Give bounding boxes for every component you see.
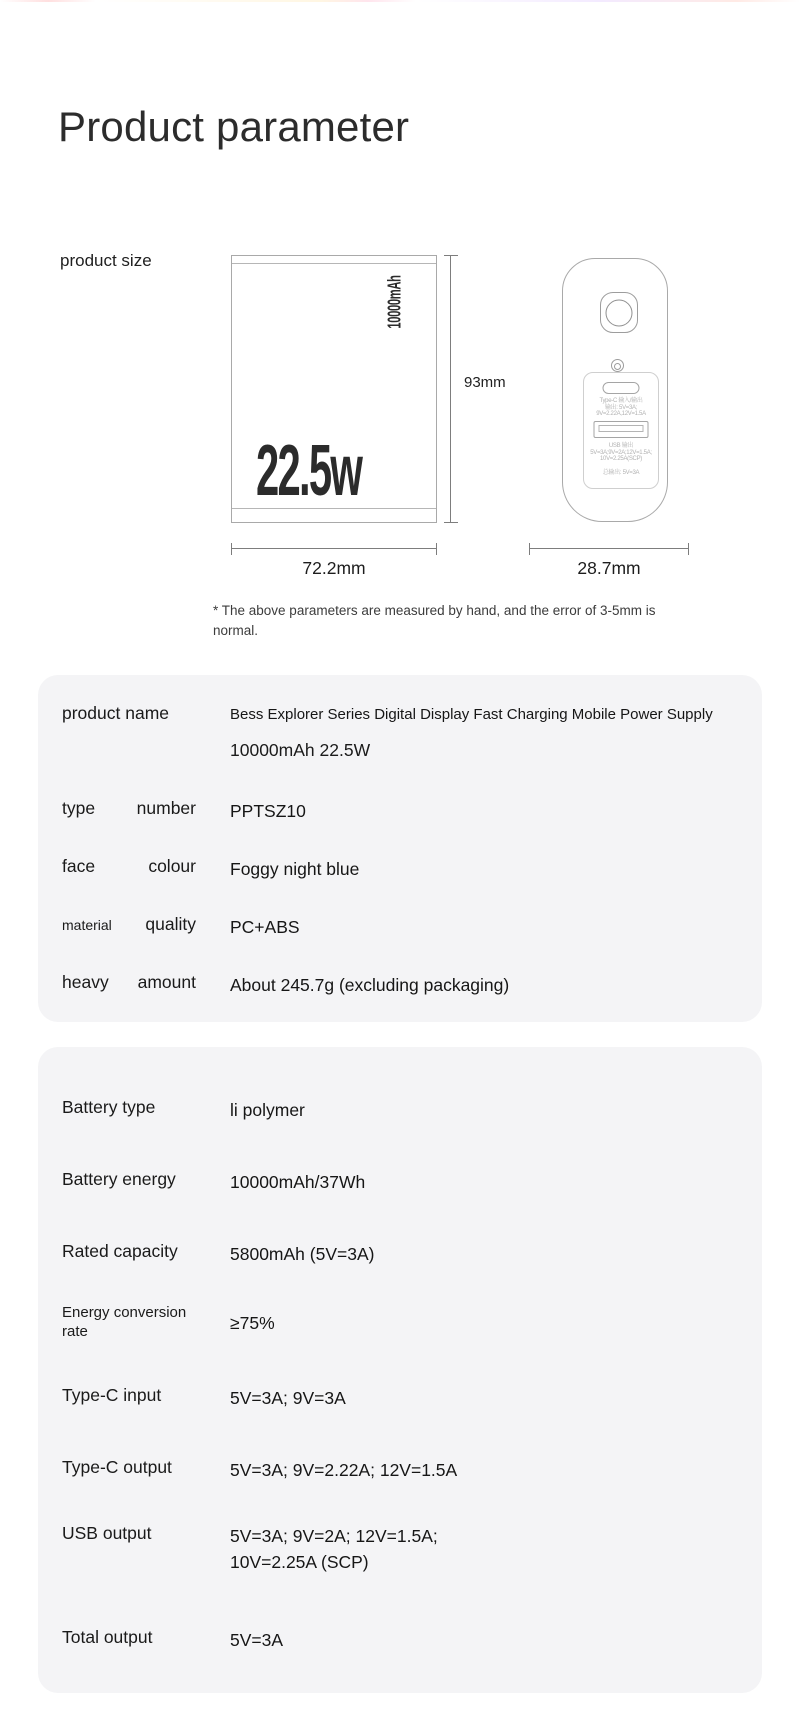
usb-caption-line: 10V=2.25A(SCP) bbox=[600, 456, 642, 462]
typec-caption-line: 9V=2.22A,12V=1.5A bbox=[596, 411, 646, 417]
usb-output-value-line2: 10V=2.25A (SCP) bbox=[230, 1552, 369, 1572]
typec-output-row bbox=[62, 1457, 738, 1483]
product-name-value-line1: Bess Explorer Series Digital Display Fast Charging Mobile Power Supply bbox=[230, 706, 713, 723]
rated-capacity-value: 5800mAh (5V=3A) bbox=[230, 1244, 375, 1264]
type-number-row bbox=[62, 798, 738, 824]
product-name-label: product name bbox=[62, 703, 170, 723]
total-output-label: Total output bbox=[62, 1627, 153, 1647]
port-panel bbox=[583, 372, 659, 489]
conversion-rate-value: ≥75% bbox=[230, 1313, 275, 1333]
typec-caption-line: Type-C 输入/输出 bbox=[599, 398, 643, 404]
height-dimension-label: 93mm bbox=[464, 374, 506, 391]
weight-row bbox=[62, 972, 738, 998]
type-number-label: type number bbox=[62, 798, 196, 818]
brand-logo-icon bbox=[611, 359, 624, 372]
battery-type-value: li polymer bbox=[230, 1100, 305, 1120]
product-size-label: product size bbox=[60, 251, 152, 270]
spec-card bbox=[38, 1047, 762, 1693]
front-power-label: 22.5w bbox=[256, 431, 362, 511]
conversion-rate-row bbox=[62, 1303, 738, 1341]
depth-dimension-label: 28.7mm bbox=[577, 558, 641, 578]
torch-button-circle bbox=[606, 299, 633, 326]
conversion-rate-label: Energy conversion rate bbox=[62, 1304, 187, 1340]
depth-dimension-line bbox=[529, 548, 689, 578]
material-quality-value: PC+ABS bbox=[230, 917, 300, 937]
front-capacity-label: 10000mAh bbox=[384, 275, 405, 329]
rated-capacity-row bbox=[62, 1241, 738, 1267]
rated-capacity-label: Rated capacity bbox=[62, 1241, 178, 1261]
total-output-row bbox=[62, 1627, 738, 1653]
height-dimension-line bbox=[450, 255, 506, 523]
face-colour-row bbox=[62, 856, 738, 882]
product-name-row bbox=[62, 703, 738, 760]
product-name-value-line2: 10000mAh 22.5W bbox=[230, 740, 371, 760]
page-title: Product parameter bbox=[58, 103, 410, 150]
usb-output-row bbox=[62, 1523, 738, 1575]
typec-input-value: 5V=3A; 9V=3A bbox=[230, 1388, 346, 1408]
face-colour-label: face colour bbox=[62, 856, 196, 876]
product-info-card bbox=[38, 675, 762, 1022]
total-output-value: 5V=3A bbox=[230, 1630, 284, 1650]
width-dimension-line bbox=[231, 548, 437, 578]
weight-label: heavy amount bbox=[62, 972, 196, 992]
front-view-diagram bbox=[231, 255, 437, 523]
battery-type-row bbox=[62, 1097, 738, 1123]
usb-port-icon bbox=[594, 421, 649, 438]
battery-energy-label: Battery energy bbox=[62, 1169, 176, 1189]
typec-caption-line: 输出: 5V=3A; bbox=[604, 404, 638, 411]
typec-output-value: 5V=3A; 9V=2.22A; 12V=1.5A bbox=[230, 1460, 458, 1480]
typec-port-icon bbox=[603, 382, 640, 394]
side-view-diagram bbox=[562, 258, 668, 522]
front-top-seam bbox=[232, 263, 436, 264]
material-quality-row bbox=[62, 914, 738, 940]
usb-port-captions bbox=[584, 443, 658, 463]
usb-caption-line: USB 输出 bbox=[608, 443, 634, 449]
typec-port-captions bbox=[584, 398, 658, 418]
battery-energy-value: 10000mAh/37Wh bbox=[230, 1172, 366, 1192]
weight-value: About 245.7g (excluding packaging) bbox=[230, 975, 510, 995]
battery-energy-row bbox=[62, 1169, 738, 1195]
battery-type-label: Battery type bbox=[62, 1097, 156, 1117]
usb-caption-line: 5V=3A;9V=2A;12V=1.5A; bbox=[590, 449, 652, 456]
torch-button-outline bbox=[600, 292, 638, 333]
top-crop-artifact bbox=[0, 0, 800, 2]
material-quality-label: material quality bbox=[62, 914, 196, 934]
typec-input-row bbox=[62, 1385, 738, 1411]
type-number-value: PPTSZ10 bbox=[230, 801, 306, 821]
measurement-note: * The above parameters are measured by hand, and the error of 3-5mm is normal. bbox=[213, 603, 656, 639]
face-colour-value: Foggy night blue bbox=[230, 859, 360, 879]
typec-output-label: Type-C output bbox=[62, 1457, 172, 1477]
usb-output-value-line1: 5V=3A; 9V=2A; 12V=1.5A; bbox=[230, 1526, 438, 1546]
total-output-caption: 总输出: 5V=3A bbox=[602, 470, 640, 476]
usb-output-label: USB output bbox=[62, 1523, 152, 1543]
typec-input-label: Type-C input bbox=[62, 1385, 162, 1405]
width-dimension-label: 72.2mm bbox=[302, 558, 366, 578]
